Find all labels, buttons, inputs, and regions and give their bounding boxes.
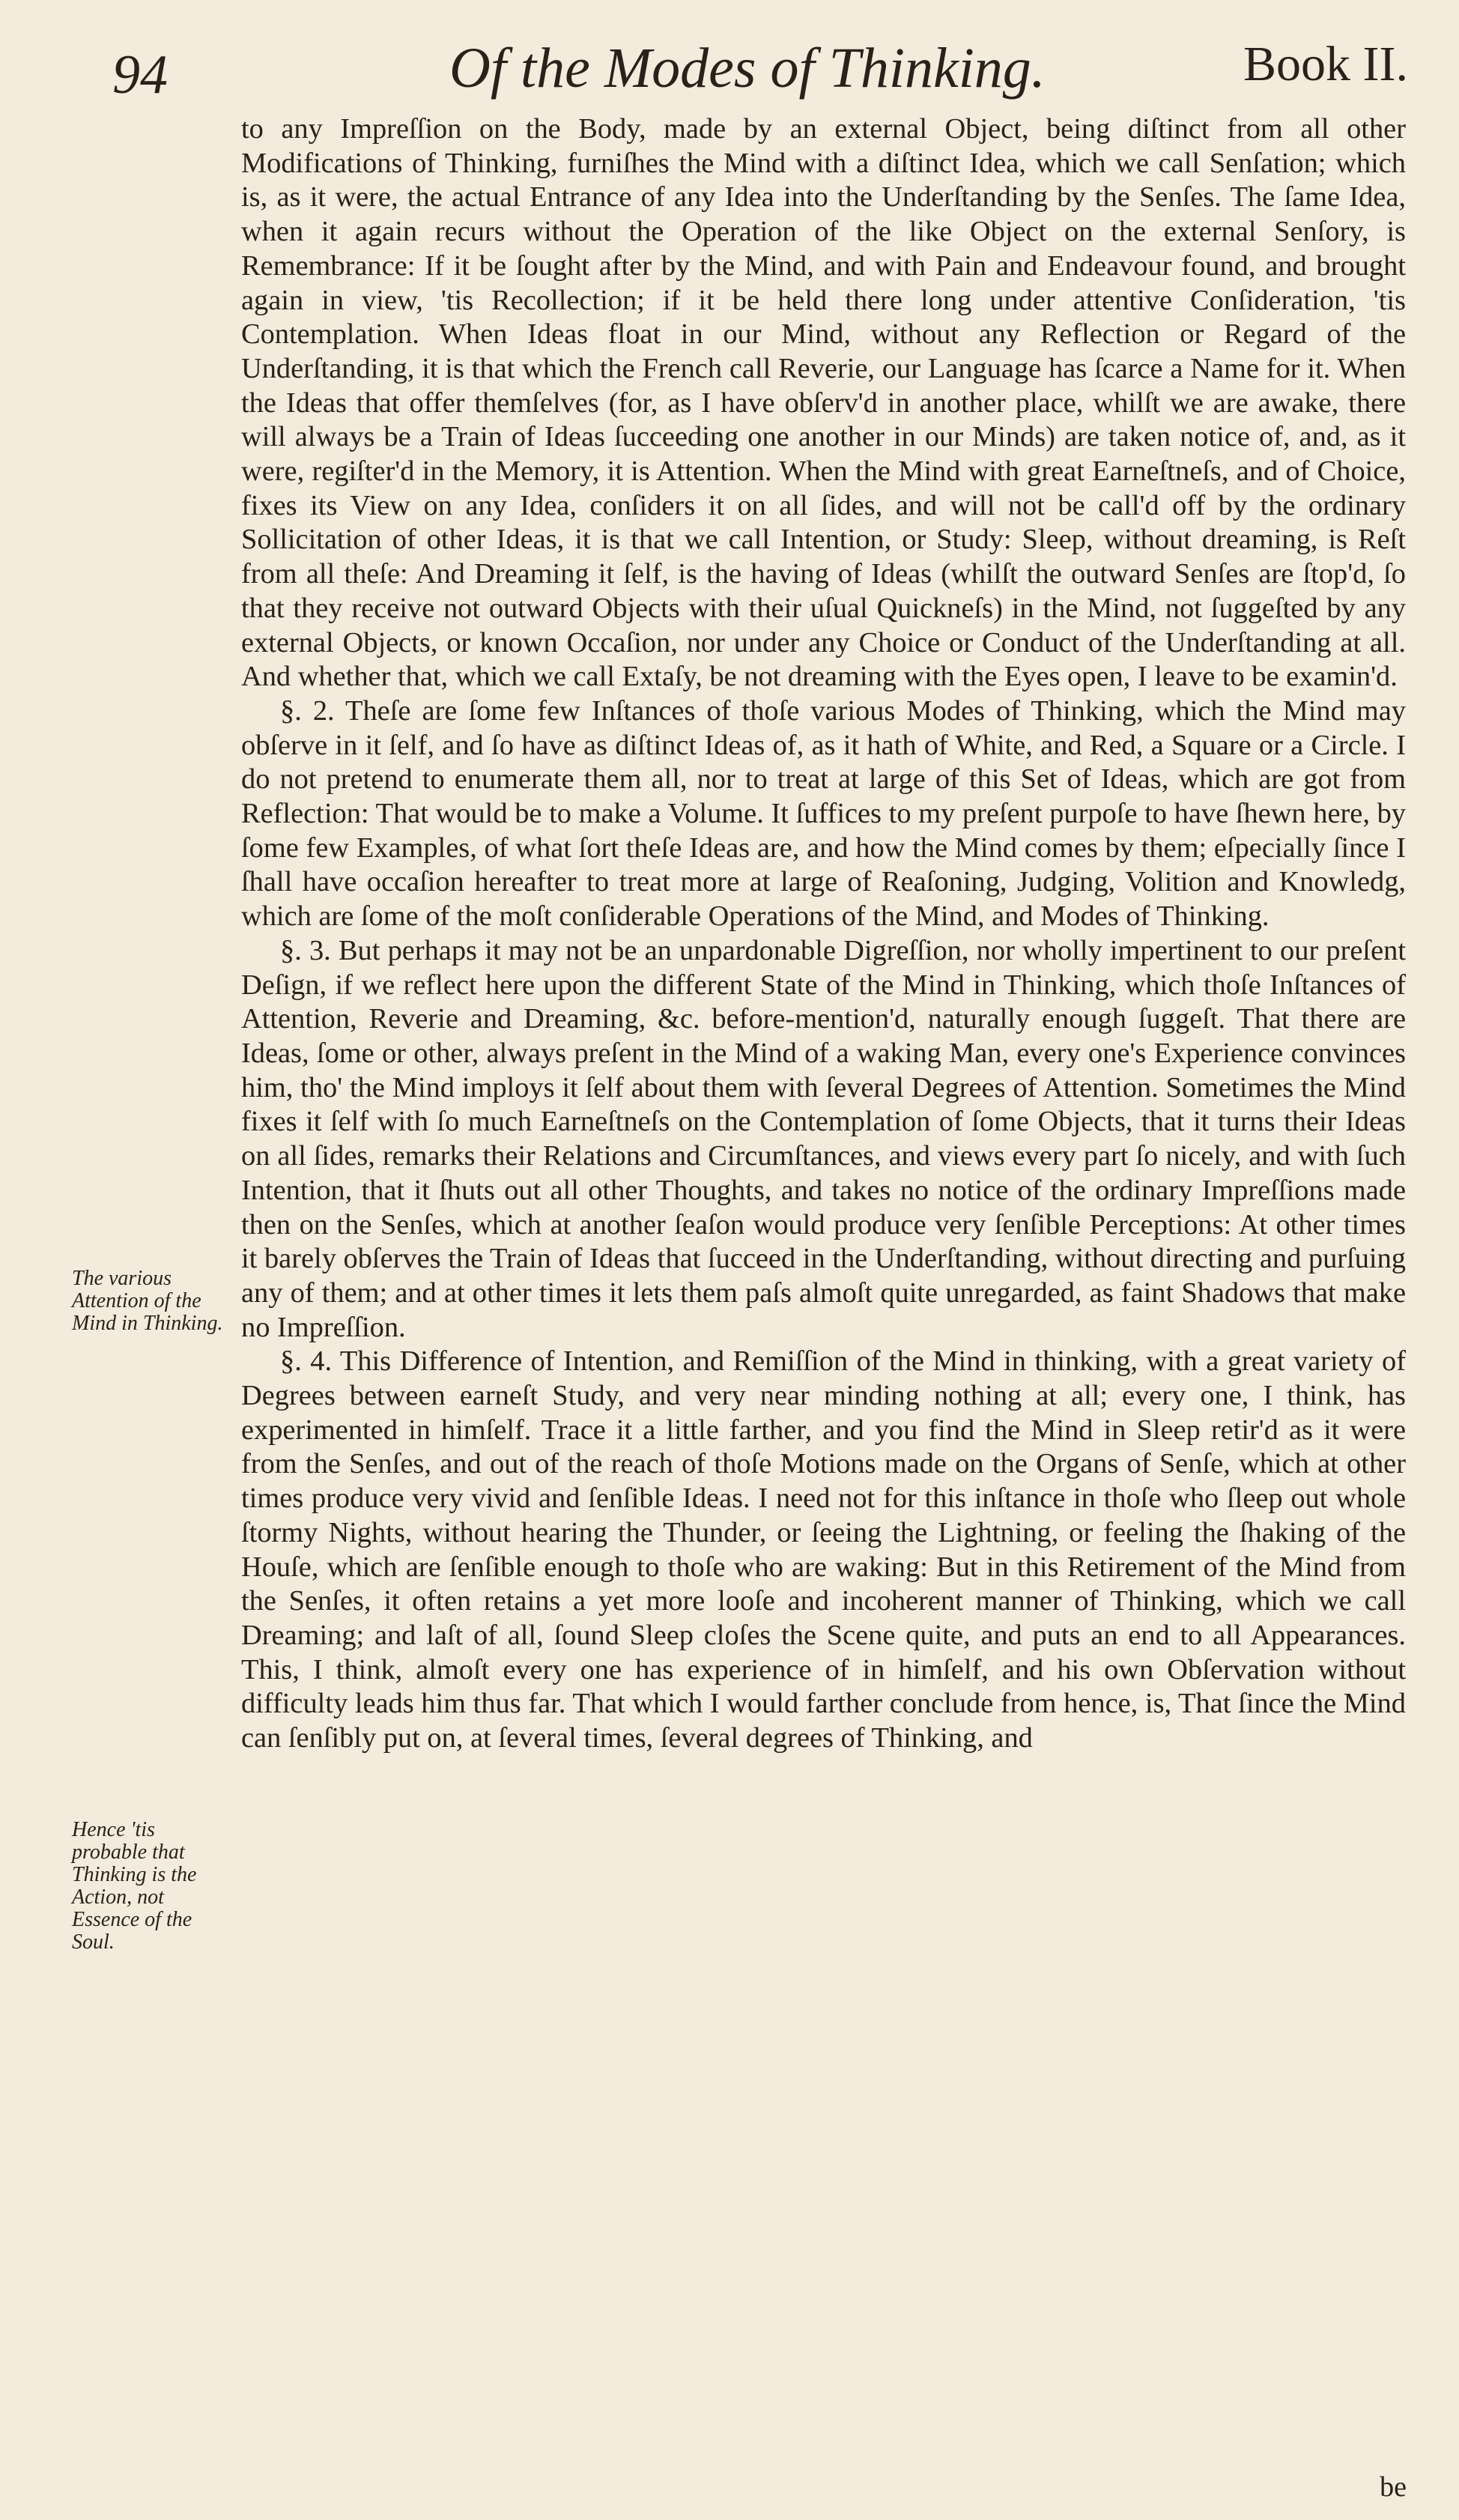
book-label: Book II. bbox=[1243, 37, 1408, 91]
paragraph-section-2: §. 2. Theſe are ſome few Inſtances of thoſe various Modes of Thinking, which the Mind may obſerve in it ſelf, and ſo have as diſtinct Ideas of, as it hath of White, and Red, a Square or a Circle. I do not pretend to enumerate them all, nor to treat at large of this Set of Ideas, which are got from Reflection: That would be to make a Volume. It ſuffices to my preſent purpoſe to have ſhewn here, by ſome few Examples, of what ſort theſe Ideas are, and how the Mind comes by them; eſpecially ſince I ſhall have occaſion hereafter to treat more at large of Reaſoning, Judging, Volition and Knowledg, which are ſome of the moſt conſiderable Operations of the Mind, and Modes of Thinking. bbox=[241, 694, 1406, 933]
paragraph-section-4: §. 4. This Difference of Intention, and Remiſſion of the Mind in thinking, with a great variety of Degrees between earneſt Study, and very near minding nothing at all; every one, I think, has experimented in himſelf. Trace it a little farther, and you find the Mind in Sleep retir'd as it were from the Senſes, and out of the reach of thoſe Motions made on the Organs of Senſe, which at other times produce very vivid and ſenſible Ideas. I need not for this inſtance in thoſe who ſleep out whole ſtormy Nights, without hearing the Thunder, or ſeeing the Lightning, or feeling the ſhaking of the Houſe, which are ſenſible enough to thoſe who are waking: But in this Retirement of the Mind from the Senſes, it often retains a yet more looſe and incoherent manner of Thinking, which we call Dreaming; and laſt of all, ſound Sleep cloſes the Scene quite, and puts an end to all Appearances. This, I think, almoſt every one has experience of in himſelf, and his own Obſervation without difficulty leads him thus far. That which I would farther conclude from hence, is, That ſince the Mind can ſenſibly put on, at ſeveral times, ſeveral degrees of Thinking, and bbox=[241, 1345, 1406, 1754]
running-title: Of the Modes of Thinking. bbox=[449, 37, 1046, 100]
paragraph-section-3: §. 3. But perhaps it may not be an unpardonable Digreſſion, nor wholly impertinent to our preſent Deſign, if we reflect here upon the different State of the Mind in Thinking, which thoſe Inſtances of Attention, Reverie and Dreaming, &c. before-mention'd, naturally enough ſuggeſt. That there are Ideas, ſome or other, always preſent in the Mind of a waking Man, every one's Experience convinces him, tho' the Mind imploys it ſelf about them with ſeveral Degrees of Attention. Sometimes the Mind fixes it ſelf with ſo much Earneſtneſs on the Contemplation of ſome Objects, that it turns their Ideas on all ſides, remarks their Relations and Circumſtances, and views every part ſo nicely, and with ſuch Intention, that it ſhuts out all other Thoughts, and takes no notice of the ordinary Impreſſions made then on the Senſes, which at another ſeaſon would produce very ſenſible Perceptions: At other times it barely obſerves the Train of Ideas that ſucceed in the Underſtanding, without directing and purſuing any of them; and at other times it lets them paſs almoſt quite unregarded, as faint Shadows that make no Impreſſion. bbox=[241, 934, 1406, 1343]
page-header bbox=[105, 28, 1408, 106]
paragraph-continuation: to any Impreſſion on the Body, made by an external Object, being diſtinct from all other Modifications of Thinking, furniſhes the Mind with a diſtinct Idea, which we call Senſation; which is, as it were, the actual Entrance of any Idea into the Underſtanding by the Senſes. The ſame Idea, when it again recurs without the Operation of the like Object on the external Senſory, is Remembrance: If it be ſought after by the Mind, and with Pain and Endeavour found, and brought again in view, 'tis Recollection; if it be held there long under attentive Conſideration, 'tis Contemplation. When Ideas float in our Mind, without any Reflection or Regard of the Underſtanding, it is that which the French call Reverie, our Language has ſcarce a Name for it. When the Ideas that offer themſelves (for, as I have obſerv'd in another place, whilſt we are awake, there will always be a Train of Ideas ſucceeding one another in our Minds) are taken notice of, and, as it were, regiſter'd in the Memory, it is Attention. When the Mind with great Earneſtneſs, and of Choice, fixes its View on any Idea, conſiders it on all ſides, and will not be call'd off by the ordinary Sollicitation of other Ideas, it is that we call Intention, or Study: Sleep, without dreaming, is Reſt from all theſe: And Dreaming it ſelf, is the having of Ideas (whilſt the outward Senſes are ſtop'd, ſo that they receive not outward Objects with their uſual Quickneſs) in the Mind, not ſuggeſted by any external Objects, or known Occaſion, nor under any Choice or Conduct of the Underſtanding at all. And whether that, which we call Extaſy, be not dreaming with the Eyes open, I leave to be examin'd. bbox=[241, 113, 1406, 693]
page-number: 94 bbox=[112, 44, 168, 106]
body-text bbox=[241, 112, 1406, 1756]
catchword: be bbox=[1380, 2471, 1407, 2503]
margin-note-action-of-soul: Hence 'tis probable that Thinking is the Action, not Essence of the Soul. bbox=[72, 1818, 197, 1954]
margin-note-attention: The various Attention of the Mind in Thinking. bbox=[72, 1267, 223, 1335]
